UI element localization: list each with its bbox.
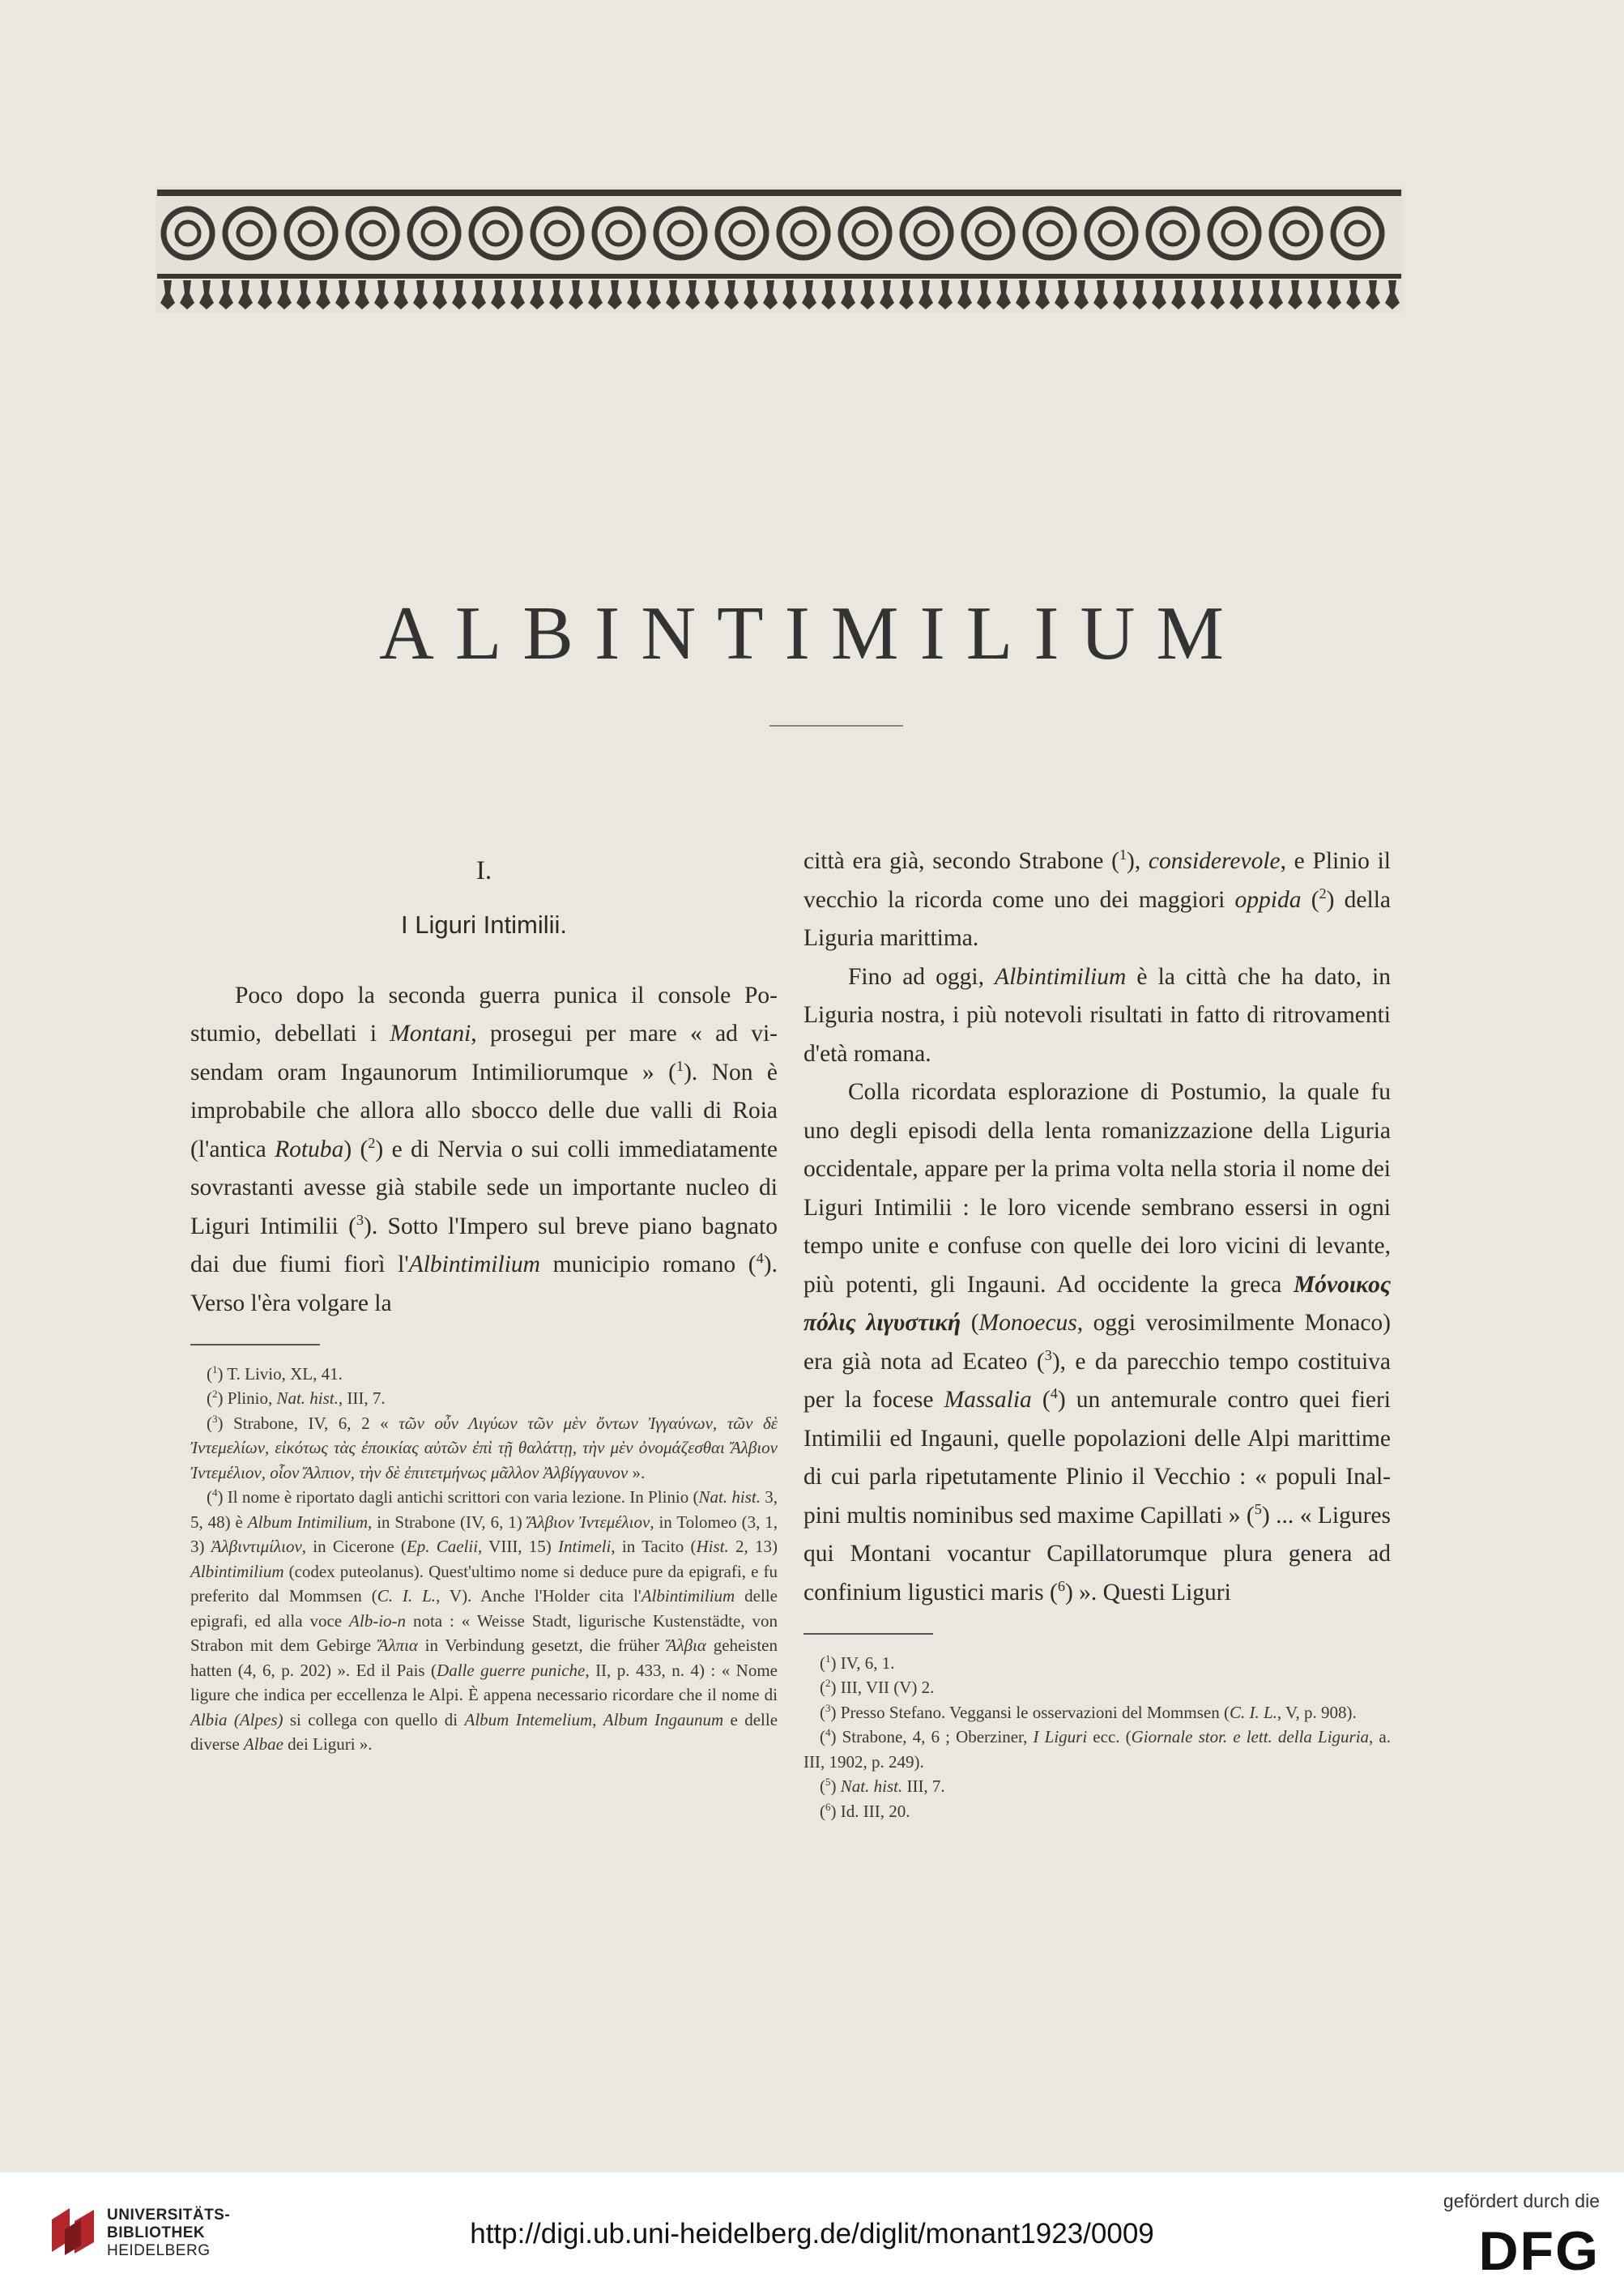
footnotes (803, 1651, 1391, 1824)
emphasis-text: Album Ingaunum (603, 1709, 724, 1729)
ornamental-band (156, 186, 1403, 313)
library-line: UNIVERSITÄTS- (107, 2207, 231, 2224)
text-run: , in Tolomeo (3, 1, 3) (190, 1512, 778, 1557)
text-run: , prosegui per mare « ad visendam oram Ingaunorum Intimiliorumque » ( (190, 1021, 778, 1085)
footnote-marker: 3 (212, 1412, 218, 1425)
document-url-link[interactable]: http://digi.ub.uni-heidelberg.de/diglit/monant1923/0009 (470, 2218, 1154, 2249)
text-run: ) Strabone, IV, 6, 2 « (217, 1413, 399, 1433)
text-run: ) T. Livio, XL, 41. (217, 1363, 343, 1384)
text-run: , III, 7. (338, 1388, 386, 1409)
footnotes (190, 1362, 778, 1757)
dfg-logo: DFG (1478, 2220, 1600, 2282)
text-run: , (592, 1709, 603, 1729)
body-paragraph (190, 977, 778, 1324)
emphasis-text: Nat. hist. (276, 1388, 339, 1409)
text-run: 2, 13) (728, 1537, 778, 1557)
text-run: e delle diverse (190, 1709, 778, 1755)
footnote-marker: 2 (212, 1388, 218, 1401)
emphasis-text: Albae (243, 1734, 283, 1755)
emphasis-text: Montani (390, 1021, 471, 1047)
text-run: ( (820, 1702, 825, 1722)
text-run: ( (207, 1487, 212, 1507)
footnote-rule (190, 1344, 320, 1345)
footnote-marker: 1 (212, 1362, 218, 1375)
title-rule (769, 725, 903, 727)
text-run: ) ( (343, 1136, 369, 1162)
text-run: ) e di Nervia o sui colli immediatamente sovrastanti avesse già stabile sede un importante nucleo di Liguri Intimilii ( (190, 1136, 778, 1239)
footnote-marker: 1 (825, 1652, 831, 1665)
text-run: ). Sotto l'Impero sul breve piano bagnato dai due fiumi fiorì l' (190, 1213, 778, 1278)
text-run: ( (207, 1413, 212, 1433)
text-run: ), (1127, 848, 1149, 874)
emphasis-text: I Liguri (1033, 1727, 1088, 1746)
emphasis-text: Albintimilium (190, 1561, 284, 1581)
left-column (190, 842, 778, 1757)
funding-note: gefördert durch die (1443, 2190, 1600, 2211)
emphasis-text: Massalia (944, 1387, 1032, 1413)
emphasis-text: Alb-io-n (349, 1610, 407, 1631)
emphasis-text: Μόνοικος πόλις λιγυστική (803, 1271, 1391, 1336)
right-column (803, 842, 1391, 1823)
text-run: ) (830, 1776, 841, 1796)
text-run: ( (820, 1801, 825, 1821)
footnote (803, 1675, 1391, 1700)
library-line: BIBLIOTHEK (107, 2224, 206, 2241)
footnote-marker: 2 (368, 1134, 376, 1151)
text-run: ) III, VII (V) 2. (830, 1678, 935, 1697)
footnote (190, 1411, 778, 1486)
footnote-marker: 4 (1050, 1385, 1058, 1402)
page-title: ALBINTIMILIUM (379, 591, 1245, 676)
text-run: ( (820, 1652, 825, 1673)
body-paragraph (803, 1073, 1391, 1612)
library-line: HEIDELBERG (107, 2242, 211, 2259)
text-run: Colla ricordata esplorazione di Postumio, la quale fu uno degli episodi della lenta romanizzazione della Liguria occidentale, appare per la prima volta nella storia il nome dei Liguri Intimilii : le loro vicende sembrano essersi in ogni tempo unite e confuse con quelle dei loro vicini di levante, più potenti, gli Ingauni. Ad occidente la greca (803, 1079, 1391, 1298)
footnote (190, 1485, 778, 1757)
text-run: , II, p. 433, n. 4) : « Nome ligure che indica per eccellenza le Alpi. È appena necessario ricordare che il nome di (190, 1660, 778, 1705)
text-run: ) Plinio, (217, 1388, 277, 1409)
emphasis-text: Albintimilium (408, 1252, 540, 1278)
text-run: si collega con quello di (283, 1709, 465, 1729)
text-run: ( (207, 1388, 212, 1409)
text-run: ) IV, 6, 1. (830, 1652, 895, 1673)
text-run: ) ... « Ligures qui Montani vocantur Capillatorumque plura genera ad confinium ligustici maris ( (803, 1502, 1391, 1606)
emphasis-text: Ἄλβια (666, 1635, 706, 1656)
text-run: III, 7. (902, 1776, 945, 1796)
text-run: ) Id. III, 20. (830, 1801, 910, 1821)
text-run: ). Non è improbabile che allora allo sbocco delle due valli di Roia (l'antica (190, 1059, 778, 1162)
footnote-marker: 4 (212, 1486, 218, 1499)
footnote-rule (803, 1633, 933, 1635)
emphasis-text: Giornale stor. e lett. della Liguria (1131, 1727, 1370, 1746)
emphasis-text: Album Intimilium (247, 1512, 369, 1532)
footnote-marker: 2 (1319, 885, 1327, 902)
text-run: ) Presso Stefano. Veggansi le osservazioni del Mommsen ( (830, 1702, 1230, 1722)
text-run: in Verbindung gesetzt, die früher (417, 1635, 667, 1656)
emphasis-text: Hist. (696, 1537, 729, 1557)
footnote-marker: 4 (825, 1726, 831, 1738)
text-run: ( (1031, 1387, 1051, 1413)
text-run: ) un antemurale contro quei fieri Intimilii ed Ingauni, quelle popolazioni delle Alpi marittime di cui parla ripetutamente Plinio il Vecchio : « populi Inalpini multis nominibus sed maxime Capillati » ( (803, 1387, 1391, 1529)
text-run: ( (820, 1776, 825, 1796)
emphasis-text: Albia (Alpes) (190, 1709, 283, 1729)
footnote-marker: 6 (1057, 1577, 1065, 1594)
emphasis-text: Albintimilium (995, 963, 1127, 990)
text-run: (codex puteolanus). Quest'ultimo nome si deduce pure da epigrafi, e fu preferito dal Mommsen ( (190, 1561, 778, 1606)
text-run: delle epigrafi, ed alla voce (190, 1586, 778, 1631)
footnote-marker: 5 (825, 1776, 831, 1788)
footnote-marker: 1 (1119, 846, 1127, 864)
footer-bar (0, 2173, 1624, 2290)
text-run: ». (628, 1462, 646, 1482)
emphasis-text: Albintimilium (641, 1586, 735, 1606)
footnote (803, 1725, 1391, 1774)
footnote (190, 1362, 778, 1387)
emphasis-text: oppida (1234, 886, 1302, 913)
footnote-marker: 2 (825, 1677, 831, 1689)
emphasis-text: Monoecus (978, 1310, 1077, 1336)
text-run: , VIII, 15) (478, 1537, 559, 1557)
text-run: Fino ad oggi, (848, 963, 995, 990)
emphasis-text: Ἄλπια (377, 1635, 418, 1656)
text-run: , oggi verosimilmente Monaco) era già nota ad Ecateo ( (803, 1310, 1391, 1375)
footnote-marker: 6 (825, 1800, 831, 1813)
footnote-marker: 5 (1254, 1500, 1262, 1517)
footnote (803, 1774, 1391, 1799)
text-run: nota : « Weisse Stadt, ligurische Kustenstädte, von Strabon mit dem Gebirge (190, 1610, 778, 1656)
text-run: , V, p. 908). (1277, 1702, 1357, 1722)
text-run: ( (1301, 886, 1319, 913)
text-run: città era già, secondo Strabone ( (803, 848, 1119, 874)
text-run: Poco dopo la seconda guerra punica il console Postumio, debellati i (190, 982, 778, 1047)
text-run: ( (961, 1310, 979, 1336)
emphasis-text: Rotuba (275, 1136, 344, 1162)
footnote (803, 1651, 1391, 1676)
emphasis-text: Ἀλβιντιμίλιον (211, 1537, 302, 1557)
text-run: è la città che ha dato, in Liguria nostra, i più notevoli risultati in fatto di ritrovamenti d'età romana. (803, 963, 1391, 1067)
section-title: I Liguri Intimilii. (401, 910, 567, 940)
footnote-marker: 3 (356, 1211, 364, 1228)
body-paragraph (803, 958, 1391, 1074)
emphasis-text: Album Intemelium (464, 1709, 593, 1729)
body-paragraph (803, 842, 1391, 958)
footnote-marker: 4 (756, 1250, 764, 1267)
emphasis-text: C. I. L. (1229, 1702, 1277, 1722)
text-run: municipio romano ( (539, 1252, 757, 1278)
text-run: ( (820, 1727, 825, 1746)
emphasis-text: τῶν οὖν Λιγύων τῶν μὲν ὄντων Ἰγγαύνων, τῶν δὲ Ἰντεμελίων, εἰκότως τὰς ἐποικίας αὐτῶν ἐπὶ τῇ θαλάττῃ, τὴν μὲν ὀνομάζεσθαι Ἄλβιον Ἰντεμέλιον, οἷον Ἄλπιον, τὴν δὲ ἐπιτετμήνως μᾶλλον Ἀλβίγγαυνον (190, 1413, 778, 1482)
text-run: ecc. ( (1087, 1727, 1132, 1746)
emphasis-text: Nat. hist. (840, 1776, 903, 1796)
text-run: geheisten hatten (4, 6, p. 202) ». Ed il Pais ( (190, 1635, 778, 1680)
emphasis-text: considerevole (1148, 848, 1281, 874)
footnote-marker: 3 (1044, 1346, 1052, 1363)
text-run: ( (207, 1363, 212, 1384)
text-run: , in Strabone (IV, 6, 1) (368, 1512, 527, 1532)
footnote (803, 1799, 1391, 1824)
footnote (803, 1700, 1391, 1725)
text-run: , a. III, 1902, p. 249). (803, 1727, 1391, 1772)
emphasis-text: C. I. L. (377, 1586, 437, 1606)
text-run: ) Strabone, 4, 6 ; Oberziner, (830, 1727, 1034, 1746)
section-number: I. (475, 856, 492, 885)
emphasis-text: Intimeli (558, 1537, 612, 1557)
emphasis-text: Dalle guerre puniche (437, 1660, 586, 1680)
footnote-marker: 3 (825, 1701, 831, 1714)
text-run: ) della Liguria marittima. (803, 886, 1391, 951)
footnote-marker: 1 (676, 1057, 684, 1074)
footnote (190, 1386, 778, 1411)
text-run: dei Liguri ». (283, 1734, 373, 1755)
text-run: , in Cicerone ( (301, 1537, 407, 1557)
text-run: ( (820, 1678, 825, 1697)
text-run: , in Tacito ( (611, 1537, 697, 1557)
emphasis-text: Ep. Caelii (406, 1537, 479, 1557)
text-run: ). Verso l'èra volgare la (190, 1252, 778, 1316)
text-run: ) Il nome è riportato dagli antichi scrittori con varia lezione. In Plinio ( (217, 1487, 699, 1507)
text-run: 3, 5, 48) è (190, 1487, 778, 1532)
text-run: ), e da parecchio tempo costituiva per la focese (803, 1348, 1391, 1413)
emphasis-text: Ἄλβιον Ἰντεμέλιον (526, 1512, 650, 1532)
text-run: , V). Anche l'Holder cita l' (436, 1586, 642, 1606)
emphasis-text: Nat. hist. (698, 1487, 761, 1507)
text-run: , e Plinio il vecchio la ricorda come uno dei maggiori (803, 848, 1391, 913)
text-run: ) ». Questi Liguri (1064, 1579, 1231, 1606)
